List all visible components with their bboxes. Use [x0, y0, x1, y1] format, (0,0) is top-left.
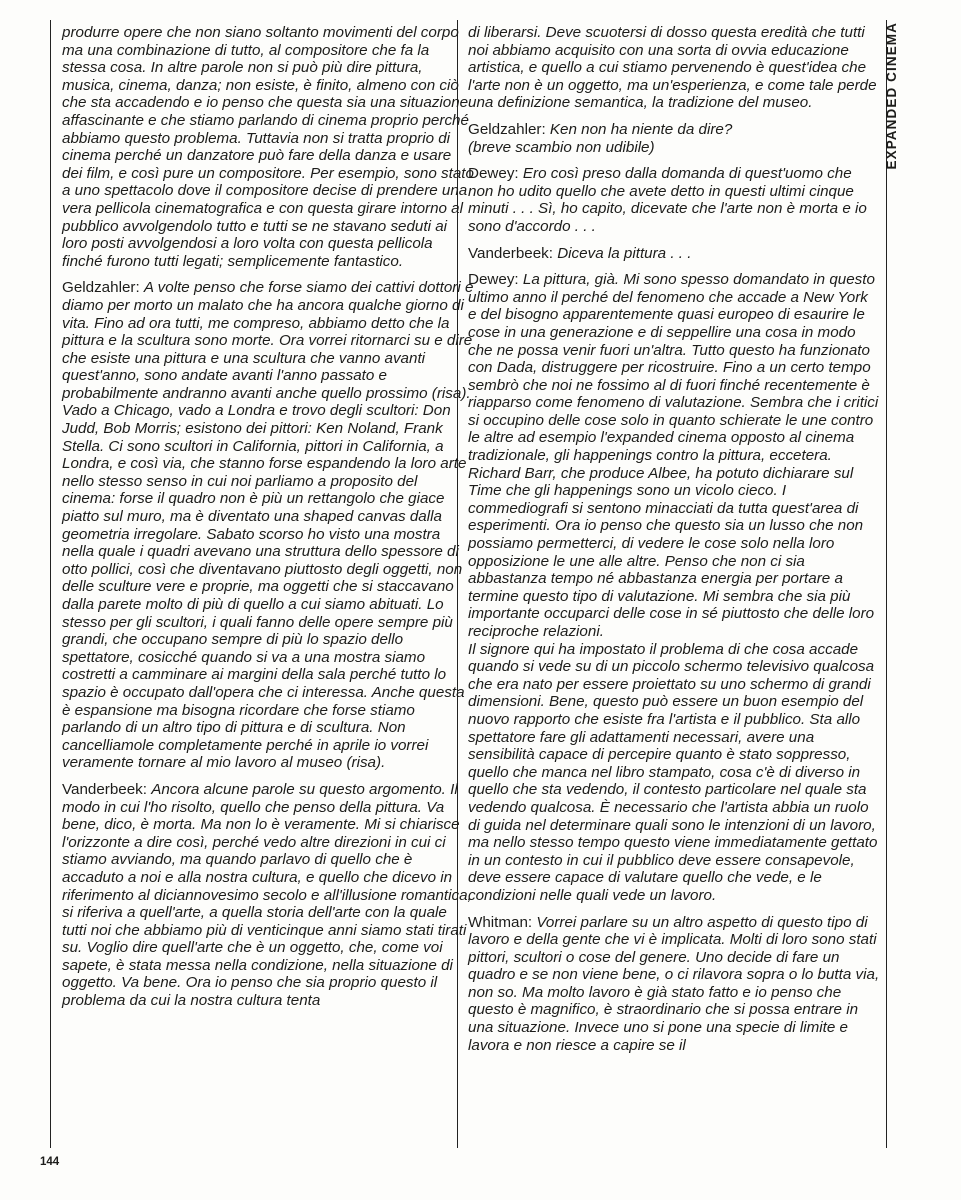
paragraph	[468, 24, 880, 112]
paragraph	[468, 165, 880, 235]
right-column	[468, 24, 880, 1063]
speech-text: Ken non ha niente da dire?	[549, 120, 733, 138]
paragraph	[468, 914, 880, 1055]
right-column-rule	[886, 20, 887, 1148]
speech-text: Ancora alcune parole su questo argomento. Il modo in cui l'ho risolto, quello che penso della pittura. Va bene, dico, è morta. Ma non lo è veramente. Mi si chiarisce l'orizzonte a dire così, perché vedo altre direzioni in cui ci stiamo avviando, ma quando parlavo di quello che è accaduto a noi e alla nostra cultura, e quello che dicevo in riferimento al diciannovesimo secolo e all'illusione romantica, si riferiva a quell'arte, a quella storia dell'arte con la quale tutti noi che abbiamo più di venticinque anni siamo stati tirati su. Voglio dire quell'arte che è un oggetto, che, come voi sapete, è stata messa nella condizione, nella situazione di oggetto. Va bene. Ora io penso che sia proprio questo il problema da cui la nostra cultura tenta	[62, 780, 472, 1010]
speech-text: produrre opere che non siano soltanto movimenti del corpo ma una combinazione di tutto, al compositore che fa la stessa cosa. In altre parole non si può più dire pittura, musica, cinema, danza; non esiste, è finito, almeno con ciò che sta accadendo e io penso che questa sia una situazione affascinante e che stiamo parlando di cinema proprio perché abbiamo questo problema. Tuttavia non si tratta proprio di cinema perché un danzatore può fare della danza e usare dei film, e così pure un compositore. Per esempio, sono stato a uno spettacolo dove il compositore decise di prendere una vera pellicola cinematografica e con questa girare intorno al pubblico avvolgendolo tutto e tutti se ne stavano seduti ai loro posti avvolgendosi a loro volta con questa pellicola finché furono tutti legati; semplicemente fantastico.	[62, 24, 474, 270]
speech-text: Vorrei parlare su un altro aspetto di questo tipo di lavoro e della gente che vi è implicata. Molti di loro sono stati pittori, scultori o cose del genere. Uno decide di fare un quadro e se non viene bene, o ci rilavora sopra o lo butta via, non so. Ma molto lavoro è già stato fatto e io penso che questo è magnifico, è straordinario che si possa entrare in una situazione. Invece uno si pone una specie di limite e lavora e non riesce a capire se il	[468, 913, 880, 1054]
speaker-name: Whitman:	[468, 913, 537, 931]
speech-text: Ero così preso dalla domanda di quest'uomo che non ho udito quello che avete detto in questi ultimi cinque minuti . . . Sì, ho capito, dicevate che l'arte non è morta e io sono d'accordo . . .	[468, 165, 867, 235]
left-column-rule	[50, 20, 51, 1148]
speaker-name: Vanderbeek:	[62, 780, 152, 798]
paragraph	[468, 271, 880, 904]
paragraph	[62, 279, 474, 772]
speaker-name: Dewey:	[468, 165, 523, 183]
speech-text: A volte penso che forse siamo dei cattivi dottori e diamo per morto un malato che ha ancora qualche giorno di vita. Fino ad ora tutti, me compreso, abbiamo detto che la pittura e la scultura sono morte. Ora vorrei ritornarci su e dire che esiste una pittura e una scultura che vanno avanti quest'anno, sono andate avanti l'anno passato e probabilmente andranno avanti anche quello prossimo (risa). Vado a Chicago, vado a Londra e trovo degli scultori: Don Judd, Bob Morris; esistono dei pittori: Ken Noland, Frank Stella. Ci sono scultori in California, pittori in California, a Londra, e così via, che stanno forse espandendo la loro arte nello stesso senso in cui noi parliamo a proposito del cinema: forse il quadro non è più un rettangolo che giace piatto sul muro, ma è diventato una shaped canvas dalla geometria irregolare. Sabato scorso ho visto una mostra nella quale i quadri avevano una struttura dello spessore di otto pollici, così che diventavano piuttosto degli oggetti, non delle sculture vere e proprie, ma oggetti che si staccavano dalla parete molto di più di quello a cui siamo abituati. Lo stesso per gli scultori, i quali fanno delle opere sempre più grandi, che occupano sempre di più lo spazio dello spettatore, cosicché quando si va a una mostra siamo costretti a camminare ai margini della sala perché tutto lo spazio è occupato dall'opera che ci interessa. Anche questa è espansione ma bisogna ricordare che forse stiamo parlando di un altro tipo di pittura e di scultura. Non cancelliamole completamente perché in aprile io vorrei veramente tornare al mio lavoro al museo (risa).	[62, 279, 474, 772]
left-column	[62, 24, 474, 1019]
speaker-name: Dewey:	[468, 271, 523, 289]
speech-text-continued: Il signore qui ha impostato il problema di che cosa accade quando si vede su di un piccolo schermo televisivo qualcosa che era nato per essere proiettato su uno schermo di grandi dimensioni. Bene, questo può essere un buon esempio del nuovo rapporto che esiste fra l'artista e il pubblico. Sta allo spettatore fare gli adattamenti necessari, avere una sensibilità capace di percepire quanto è stato soppresso, quello che manca nel libro stampato, cosa c'è di diverso in quello che sta vedendo, il contesto particolare nel quale sta vedendo qualcosa. È necessario che l'artista abbia un ruolo di guida nel determinare quali sono le intenzioni di un lavoro, ma nello stesso tempo questo viene immediatamente gettato in un contesto in cui il pubblico deve essere consapevole, deve essere capace di valutare quello che vede, e le condizioni nelle quali vede un lavoro.	[468, 640, 878, 904]
paragraph	[62, 24, 474, 270]
speech-text: di liberarsi. Deve scuotersi di dosso questa eredità che tutti noi abbiamo acquisito con una sorta di ovvia educazione artistica, e quello a cui stiamo pervenendo è quest'idea che l'arte non è un oggetto, ma un'esperienza, e come tale perde una definizione semantica, la tradizione del museo.	[468, 24, 877, 112]
speech-text: Diceva la pittura . . .	[557, 244, 692, 262]
stage-note: (breve scambio non udibile)	[468, 138, 655, 156]
speaker-name: Geldzahler:	[62, 279, 144, 297]
paragraph	[468, 121, 880, 156]
page-number: 144	[40, 1156, 60, 1168]
speaker-name: Geldzahler:	[468, 120, 550, 138]
speaker-name: Vanderbeek:	[468, 244, 558, 262]
paragraph	[62, 781, 474, 1010]
speech-text: La pittura, già. Mi sono spesso domandato in questo ultimo anno il perché del fenomeno che accade a New York e del bisogno apparentemente quasi europeo di esaurire le cose in una generazione e di seppellire una cosa in modo che ne possa venir fuori un'altra. Tutto questo ha funzionato con Dada, distruggere per ricostruire. Fino a un certo tempo sembrò che noi ne fossimo al di fuori finché recentemente è riapparso come fenomeno di valutazione. Sembra che i critici si occupino delle cose solo in quanto schierate le une contro le altre ad esempio l'expanded cinema opposto al cinema tradizionale, gli happenings contro la pittura, eccetera. Richard Barr, che produce Albee, ha potuto dichiarare sul Time che gli happenings sono un vicolo cieco. I commediografi si sentono minacciati da tutta quest'area di esperimenti. Ora io penso che questo sia un lusso che non possiamo permetterci, di vedere le cose solo nella loro opposizione le une alle altre. Penso che non ci sia abbastanza tempo né abbastanza energia per portare a termine questo tipo di valutazione. Mi sembra che sia più importante occuparci delle cose in sé piuttosto che delle loro reciproche relazioni.	[468, 271, 879, 640]
section-title: EXPANDED CINEMA	[884, 22, 899, 170]
paragraph	[468, 245, 880, 263]
